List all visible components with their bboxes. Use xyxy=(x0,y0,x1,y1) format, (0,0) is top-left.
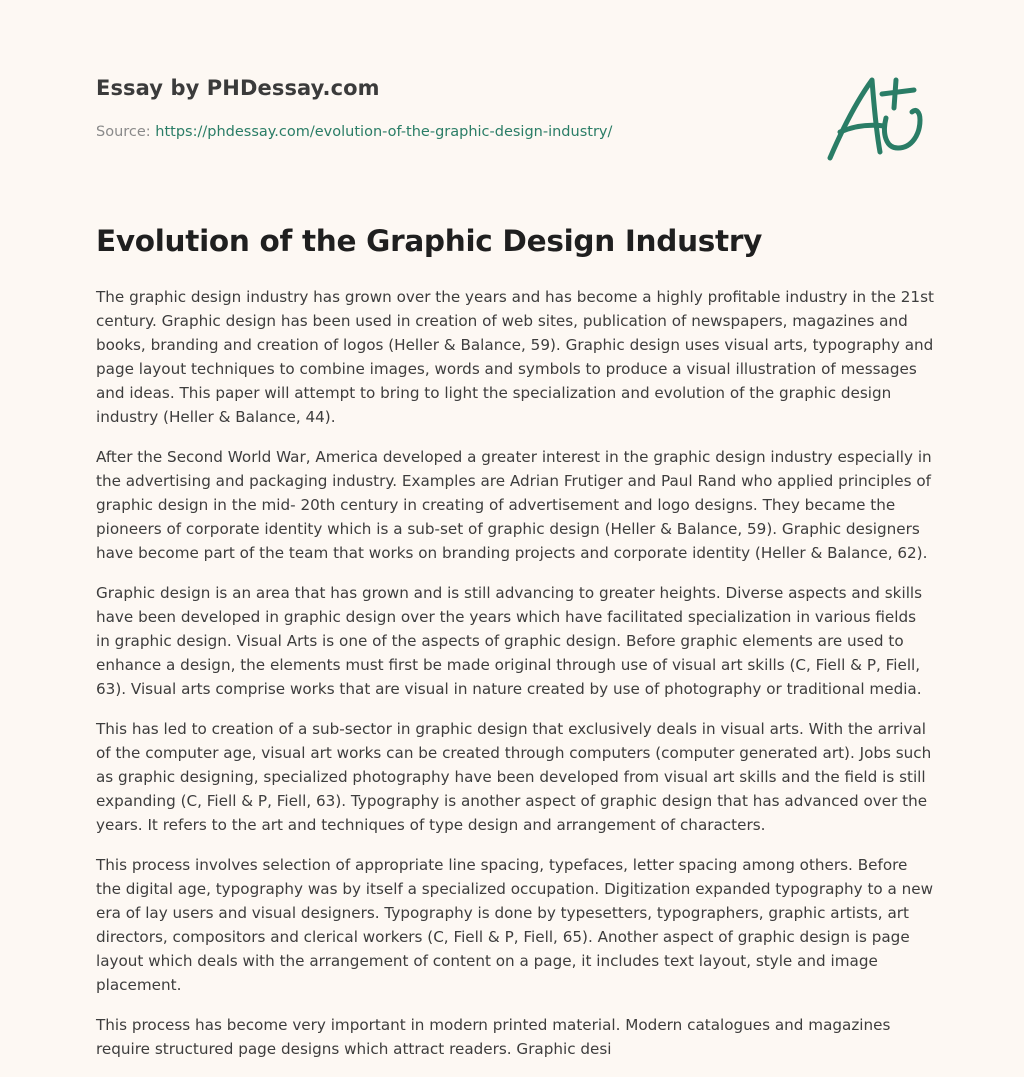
essay-paragraph: This has led to creation of a sub-sector in graphic design that exclusively deals in visual arts. With the arrival of the computer age, visual art works can be created through computers (computer generated art). Jobs such as graphic designing, specialized photography have been developed from visual art skills and the field is still expanding (C, Fiell & P, Fiell, 63). Typography is another aspect of graphic design that has advanced over the years. It refers to the art and techniques of type design and arrangement of characters. xyxy=(96,720,932,834)
essay-paragraph: This process involves selection of appropriate line spacing, typefaces, letter spacing among others. Before the digital age, typography was by itself a specialized occupation. Digitization expanded typography to a new era of lay users and visual designers. Typography is done by typesetters, typographers, graphic artists, art directors, compositors and clerical workers (C, Fiell & P, Fiell, 65). Another aspect of graphic design is page layout which deals with the arrangement of content on a page, it includes text layout, style and image placement. xyxy=(96,856,934,994)
source-line xyxy=(96,124,612,140)
source-link[interactable]: https://phdessay.com/evolution-of-the-graphic-design-industry/ xyxy=(155,124,613,140)
essay-paragraph: The graphic design industry has grown over the years and has become a highly profitable industry in the 21st century. Graphic design has been used in creation of web sites, publication of newspapers, magazines and books, branding and creation of logos (Heller & Balance, 59). Graphic design uses visual arts, typography and page layout techniques to combine images, words and symbols to produce a visual illustration of messages and ideas. This paper will attempt to bring to light the specialization and evolution of the graphic design industry (Heller & Balance, 44). xyxy=(96,288,934,426)
a-plus-logo-icon xyxy=(822,68,930,168)
source-label: Source: xyxy=(96,124,156,140)
site-brand: Essay by PHDessay.com xyxy=(96,76,380,100)
essay-paragraph: After the Second World War, America developed a greater interest in the graphic design industry especially in the advertising and packaging industry. Examples are Adrian Frutiger and Paul Rand who applied principles of graphic design in the mid- 20th century in creating of advertisement and logo designs. They became the pioneers of corporate identity which is a sub-set of graphic design (Heller & Balance, 59). Graphic designers have become part of the team that works on branding projects and corporate identity (Heller & Balance, 62). xyxy=(96,448,932,562)
essay-title: Evolution of the Graphic Design Industry xyxy=(96,224,763,258)
essay-paragraph: Graphic design is an area that has grown and is still advancing to greater heights. Diverse aspects and skills have been developed in graphic design over the years which have facilitated specialization in various fields in graphic design. Visual Arts is one of the aspects of graphic design. Before graphic elements are used to enhance a design, the elements must first be made original through use of visual art skills (C, Fiell & P, Fiell, 63). Visual arts comprise works that are visual in nature created by use of photography or traditional media. xyxy=(96,584,923,698)
essay-body xyxy=(96,285,934,1077)
essay-paragraph: This process has become very important in modern printed material. Modern catalogues and magazines require structured page designs which attract readers. Graphic desi xyxy=(96,1016,891,1058)
